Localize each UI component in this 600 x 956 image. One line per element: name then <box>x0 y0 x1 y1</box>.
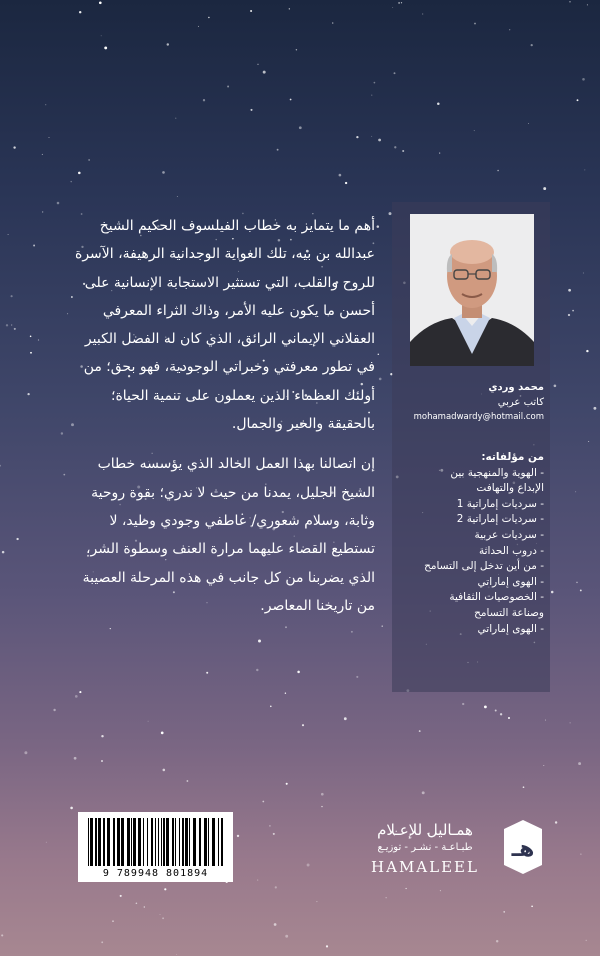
barcode-bar <box>107 818 110 866</box>
star <box>555 821 557 823</box>
star <box>74 757 77 760</box>
star <box>422 13 423 14</box>
star <box>48 137 49 138</box>
star <box>406 888 407 889</box>
star <box>270 706 272 708</box>
barcode-bar <box>95 818 97 866</box>
works-item: - سرديات إماراتية 1 <box>456 497 544 510</box>
star <box>203 99 205 101</box>
star <box>437 103 440 106</box>
publisher-name-en: HAMALEEL <box>371 858 479 876</box>
star <box>551 591 554 594</box>
barcode-bar <box>182 818 184 866</box>
barcode-bar <box>98 818 101 866</box>
barcode-bar <box>163 818 165 866</box>
barcode-bar <box>143 818 144 866</box>
star <box>586 940 587 941</box>
star <box>67 313 68 314</box>
works-item: - الهوى إماراتي <box>477 575 544 588</box>
star <box>78 172 81 175</box>
star <box>27 393 29 395</box>
isbn-number: 9 789948 801894 <box>102 868 209 879</box>
star <box>402 150 404 152</box>
star <box>321 793 324 796</box>
star <box>250 10 252 12</box>
star <box>356 676 358 678</box>
star <box>377 225 380 228</box>
barcode-bar <box>138 818 141 866</box>
star <box>497 170 499 172</box>
works-item: - الخصوصيات الثقافية <box>449 591 544 604</box>
star <box>61 432 63 434</box>
star <box>500 713 502 715</box>
barcode-bar <box>117 818 120 866</box>
star <box>378 139 381 142</box>
works-heading: من مؤلفاته: <box>481 451 544 463</box>
star <box>1 934 3 936</box>
star <box>371 136 372 137</box>
star <box>53 709 55 711</box>
star <box>462 703 464 705</box>
publisher-logo-letter: هـ <box>511 837 535 862</box>
star <box>70 807 73 810</box>
works-item: وصناعة التسامح <box>474 606 544 619</box>
star <box>296 49 297 50</box>
star <box>208 17 209 18</box>
back-cover-blurb <box>70 212 375 632</box>
star <box>398 2 400 4</box>
barcode-bar <box>103 818 105 866</box>
publisher-logo-icon <box>502 818 544 876</box>
barcode-bar <box>127 818 130 866</box>
barcode-bar <box>161 818 162 866</box>
star <box>273 833 275 835</box>
star <box>63 474 65 476</box>
star <box>167 43 169 45</box>
star <box>371 95 372 96</box>
star <box>569 1 571 3</box>
barcode-bar <box>212 818 215 866</box>
star <box>38 339 39 340</box>
works-item: - دروب الحداثة <box>478 544 544 557</box>
star <box>580 589 582 591</box>
star <box>496 940 498 942</box>
star <box>508 717 510 719</box>
star <box>584 169 585 170</box>
barcode-bar <box>208 818 209 866</box>
star <box>290 99 292 101</box>
star <box>543 765 544 766</box>
star <box>531 44 533 46</box>
star <box>70 181 71 182</box>
works-item: - سرديات عربية <box>474 528 544 541</box>
star <box>2 551 5 554</box>
star <box>554 384 557 387</box>
star <box>582 78 585 81</box>
star <box>42 154 43 155</box>
star <box>206 672 208 674</box>
star <box>257 64 258 65</box>
star <box>14 328 16 330</box>
star <box>386 897 387 898</box>
star <box>13 146 15 148</box>
star <box>101 941 103 943</box>
works-item: - الهوى إماراتي <box>477 622 544 635</box>
star <box>570 722 571 723</box>
star <box>101 735 103 737</box>
star <box>299 126 302 129</box>
star <box>321 806 322 807</box>
star <box>392 7 393 8</box>
star <box>382 625 383 626</box>
star <box>509 29 510 30</box>
barcode-bar <box>175 818 176 866</box>
star <box>177 196 178 197</box>
star <box>250 109 252 111</box>
barcode-bar <box>88 818 89 866</box>
star <box>528 123 529 124</box>
star <box>269 825 271 827</box>
barcode-bar <box>155 818 156 866</box>
star <box>258 640 261 643</box>
star <box>344 717 347 720</box>
star <box>297 671 300 674</box>
star <box>568 314 570 316</box>
star <box>419 730 421 732</box>
star <box>46 842 47 843</box>
star <box>186 780 188 782</box>
star <box>474 130 475 131</box>
star <box>11 324 12 325</box>
star <box>42 211 43 212</box>
star <box>577 99 579 101</box>
barcode-bar <box>90 818 93 866</box>
star <box>531 905 533 907</box>
works-item: الإبداع والتهافت <box>476 482 544 495</box>
author-title: كاتب عربي <box>497 397 544 408</box>
star <box>422 791 425 794</box>
star <box>176 954 177 955</box>
star <box>75 695 78 698</box>
star <box>30 336 32 338</box>
star <box>568 289 571 292</box>
star <box>120 895 122 897</box>
star <box>545 720 546 721</box>
star <box>345 182 347 184</box>
star <box>286 783 288 785</box>
star <box>277 149 279 151</box>
star <box>439 153 440 154</box>
star <box>316 901 317 902</box>
star <box>160 914 161 915</box>
star <box>578 762 581 765</box>
barcode-bar <box>147 818 148 866</box>
author-info <box>404 380 544 425</box>
star <box>112 920 113 921</box>
works-list <box>404 466 544 638</box>
star <box>198 26 199 27</box>
star <box>440 890 441 891</box>
works-item: - من أين تدخل إلى التسامح <box>424 560 544 573</box>
star <box>6 324 8 326</box>
star <box>274 923 277 926</box>
star <box>394 72 396 74</box>
star <box>104 46 107 49</box>
barcode-bar <box>179 818 180 866</box>
star <box>101 35 102 36</box>
author-name: محمد وردي <box>488 382 544 393</box>
star <box>588 441 589 442</box>
star <box>88 159 89 160</box>
barcode-bar <box>113 818 115 866</box>
star <box>11 295 13 297</box>
star <box>275 886 277 888</box>
star <box>256 669 258 671</box>
barcode-bar <box>172 818 174 866</box>
barcode-bar <box>131 818 132 866</box>
star <box>163 769 166 772</box>
star <box>30 352 32 354</box>
star <box>24 751 27 754</box>
star <box>583 272 584 273</box>
barcode-bar <box>133 818 136 866</box>
star <box>307 864 310 867</box>
star <box>101 760 103 762</box>
star <box>257 880 258 881</box>
star <box>586 350 588 352</box>
star <box>227 86 229 88</box>
star <box>394 146 396 148</box>
star <box>332 22 334 24</box>
barcode-bar <box>193 818 196 866</box>
barcode-bar <box>221 818 223 866</box>
star <box>523 786 525 788</box>
blurb-paragraph-2: إن اتصالنا بهذا العمل الخالد الذي يؤسسه خطاب الشيخ الجليل، يمدنا من حيث لا ندري؛ بقوة روحية وثابة، وسلام شعوري/ عاطفي وجودي وطيد، لا تستطيع القضاء عليهما مرارة العنف وسطوة الشر، الذي يضربنا من كل جانب في هذه المرحلة العصيبة من تاريخنا المعاصر. <box>82 456 375 614</box>
barcode-bar <box>218 818 219 866</box>
star <box>484 705 487 708</box>
star <box>474 23 476 25</box>
star <box>175 118 176 119</box>
star <box>79 691 81 693</box>
star <box>79 11 81 13</box>
star <box>99 1 102 4</box>
barcode-bar <box>121 818 124 866</box>
star <box>495 710 497 712</box>
star <box>580 853 581 854</box>
star <box>144 906 145 907</box>
star <box>16 538 18 540</box>
isbn-barcode <box>78 812 233 882</box>
star <box>378 354 379 355</box>
barcode-bar <box>199 818 201 866</box>
star <box>161 732 164 735</box>
star <box>237 835 239 837</box>
star <box>503 911 505 913</box>
star <box>33 245 35 247</box>
works-item: - الهوية والمنهجية بين <box>450 466 544 479</box>
star <box>587 4 588 5</box>
star <box>148 721 149 722</box>
star <box>356 136 358 138</box>
star <box>136 903 138 905</box>
star <box>326 945 328 947</box>
barcode-bar <box>166 818 169 866</box>
star <box>285 935 288 938</box>
barcode-bar <box>151 818 153 866</box>
star <box>57 202 60 205</box>
publisher-name-ar: همـاليل للإعـلام <box>377 821 473 839</box>
star <box>45 104 46 105</box>
star <box>162 171 165 174</box>
barcode-bar <box>158 818 159 866</box>
barcode-bar <box>189 818 190 866</box>
star <box>576 582 578 584</box>
star <box>263 71 266 74</box>
author-email: mohamadwardy@hotmail.com <box>413 412 544 422</box>
star <box>572 310 574 312</box>
author-works <box>404 450 544 637</box>
star <box>593 407 596 410</box>
blurb-paragraph-1: أهم ما يتمايز به خطاب الفيلسوف الحكيم الشيخ عبدالله بن بيه، تلك الغواية الوجدانية الرهيفة، الآسرة للروح والقلب، التي تستثير الاستجابة الإنسانية على أحسن ما يكون عليه الأمر، وذاك الثراء المعرفي العقلاني الإيماني الرائق، الذي كان له الفضل الكبير في تطور معرفتي وخبراتي الوجودية، فهو بحق؛ من أولئك العظماء الذين يعملون على تنمية الحياة؛ بالحقيقة والخير والجمال. <box>74 218 375 433</box>
barcode-bar <box>185 818 188 866</box>
star <box>285 693 286 694</box>
star <box>401 2 402 3</box>
barcode-bar <box>204 818 207 866</box>
star <box>339 174 342 177</box>
star <box>543 187 546 190</box>
star <box>374 82 376 84</box>
star <box>162 917 164 919</box>
star <box>164 888 166 890</box>
star <box>379 378 382 381</box>
star <box>289 8 290 9</box>
star <box>262 801 264 803</box>
author-photo <box>410 214 534 366</box>
star <box>302 724 304 726</box>
publisher-tagline-ar: طبـاعـة - نشـر - توزيـع <box>377 842 473 853</box>
star <box>8 234 9 235</box>
publisher-name-block <box>355 820 495 878</box>
star <box>0 465 1 467</box>
star <box>575 491 576 492</box>
works-item: - سرديات إماراتية 2 <box>456 513 544 526</box>
